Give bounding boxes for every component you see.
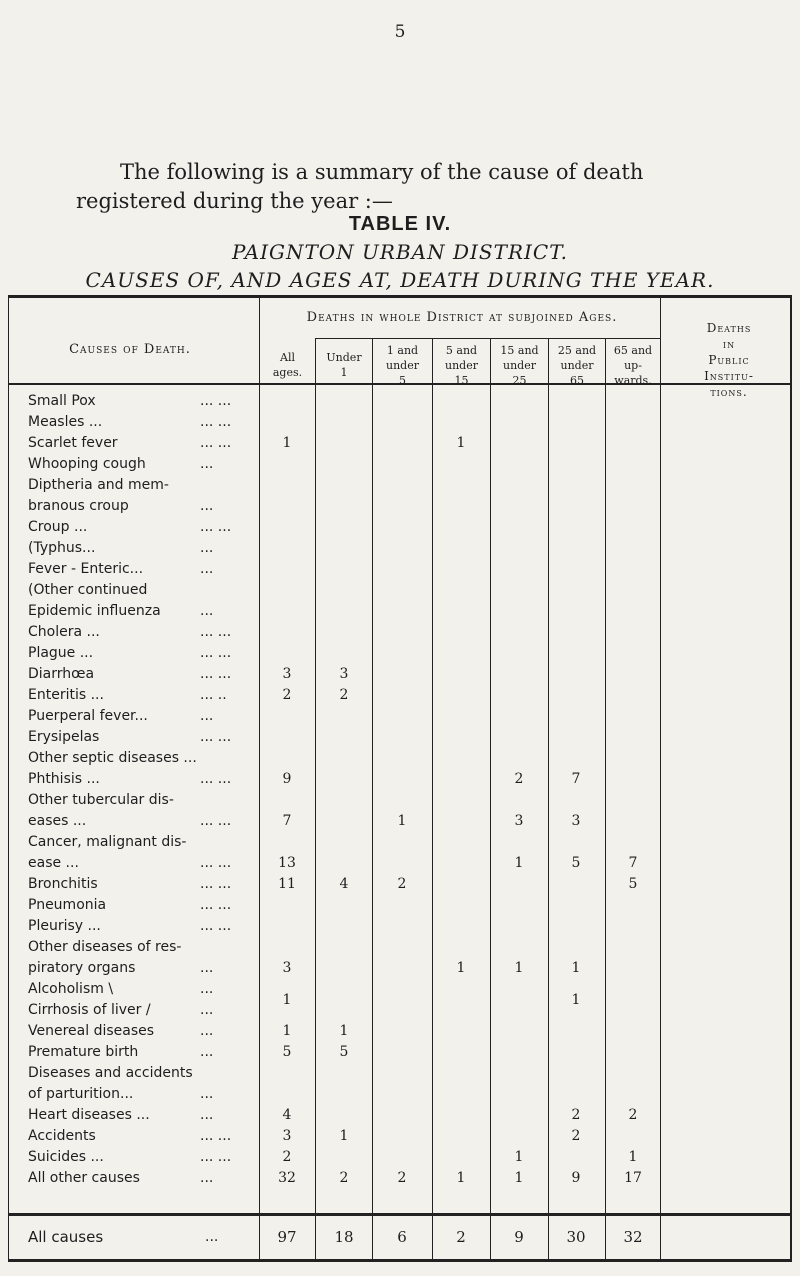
- total-value: 9: [514, 1228, 524, 1246]
- table-cell-value: 2: [628, 1107, 638, 1123]
- header-line: under: [445, 359, 478, 372]
- cause-label: Phthisis ...: [28, 771, 100, 787]
- cause-label: All other causes: [28, 1170, 140, 1186]
- cause-leader-dots: ... ...: [200, 1149, 232, 1165]
- cause-label: Heart diseases ...: [28, 1107, 150, 1123]
- cause-label: Measles ...: [28, 414, 103, 430]
- cause-label: Diptheria and mem-: [28, 477, 169, 493]
- cause-label: Other diseases of res-: [28, 939, 182, 955]
- cause-leader-dots: ...: [200, 498, 214, 514]
- table-cell-value: 1: [571, 960, 581, 976]
- cause-leader-dots: ...: [200, 1086, 214, 1102]
- cause-leader-dots: ... ...: [200, 414, 232, 430]
- header-line: 25 and: [557, 344, 597, 357]
- cause-leader-dots: ...: [200, 540, 214, 556]
- cause-label: Venereal diseases: [28, 1023, 155, 1039]
- cause-label: (Other continued: [28, 582, 148, 598]
- header-public-institutions: [660, 320, 798, 400]
- cause-label: Enteritis ...: [28, 687, 104, 703]
- header-line: 15 and: [500, 344, 539, 357]
- cause-leader-dots: ... ...: [200, 876, 232, 892]
- table-cell-value: 5: [339, 1044, 349, 1060]
- table-cell-value: 1: [339, 1023, 349, 1039]
- table-cell-value: 2: [514, 771, 524, 787]
- table-cell-value: 3: [514, 813, 524, 829]
- public-header-line: Public: [708, 353, 750, 367]
- header-25-to-65: [549, 343, 605, 388]
- header-line: wards.: [614, 374, 652, 387]
- table-cell-value: 3: [571, 813, 581, 829]
- table-cell-value: 4: [339, 876, 349, 892]
- table-cell-value: 3: [282, 666, 292, 682]
- cause-label: Croup ...: [28, 519, 88, 535]
- intro-line-1: The following is a summary of the cause of death: [120, 160, 644, 184]
- cause-label: eases ...: [28, 813, 87, 829]
- cause-leader-dots: ... ...: [200, 813, 232, 829]
- cause-label: Suicides ...: [28, 1149, 104, 1165]
- total-value: 18: [334, 1228, 354, 1246]
- table-cell-value: 1: [514, 960, 524, 976]
- header-line: 15: [454, 374, 469, 387]
- cause-leader-dots: ...: [200, 1044, 214, 1060]
- header-1-to-5: [373, 343, 432, 388]
- total-value: 97: [277, 1228, 297, 1246]
- col-divider-2: [372, 338, 373, 1262]
- totals-label: All causes: [28, 1228, 104, 1246]
- total-value: 32: [623, 1228, 643, 1246]
- table-cell-value: 1: [628, 1149, 638, 1165]
- cause-label: Cholera ...: [28, 624, 100, 640]
- header-all-ages: [260, 350, 315, 380]
- header-line: under: [503, 359, 536, 372]
- cause-label: Accidents: [28, 1128, 96, 1144]
- table-cell-value: 7: [571, 771, 581, 787]
- table-subtitle: CAUSES OF, AND AGES AT, DEATH DURING THE YEAR.: [85, 268, 715, 292]
- cause-leader-dots: ...: [200, 981, 214, 997]
- public-header-line: tions.: [710, 385, 748, 399]
- public-header-line: Deaths: [706, 321, 752, 335]
- cause-label: ease ...: [28, 855, 79, 871]
- cause-leader-dots: ... ...: [200, 1128, 232, 1144]
- header-line: 1 and: [386, 344, 419, 357]
- cause-label: Plague ...: [28, 645, 94, 661]
- table-cell-value: 1: [571, 991, 581, 1008]
- header-causes: Causes of Death.: [69, 342, 191, 357]
- cause-label: (Typhus...: [28, 540, 96, 556]
- ages-subheader-rule: [315, 338, 660, 339]
- header-5-to-15: [433, 343, 490, 388]
- header-15-to-25: [491, 343, 548, 388]
- header-line: 5 and: [445, 344, 478, 357]
- cause-label: Erysipelas: [28, 729, 100, 745]
- total-value: 2: [456, 1228, 466, 1246]
- header-deaths-whole-district: Deaths in whole District at subjoined Ages.: [306, 310, 618, 325]
- header-line: All: [280, 351, 295, 364]
- cause-leader-dots: ... ...: [200, 855, 232, 871]
- table-cell-value: 1: [514, 1170, 524, 1186]
- cause-label: Diarrhœa: [28, 666, 95, 682]
- cause-label: Premature birth: [28, 1044, 139, 1060]
- table-cell-value: 2: [282, 1149, 292, 1165]
- cause-leader-dots: ... ..: [200, 687, 227, 703]
- table-cell-value: 32: [278, 1170, 296, 1186]
- table-cell-value: 4: [282, 1107, 292, 1123]
- cause-leader-dots: ... ...: [200, 393, 232, 409]
- cause-leader-dots: ... ...: [200, 729, 232, 745]
- cause-leader-dots: ...: [200, 561, 214, 577]
- cause-leader-dots: ... ...: [200, 519, 232, 535]
- totals-dots: ...: [205, 1229, 219, 1245]
- cause-label: Pneumonia: [28, 897, 107, 913]
- col-divider-public: [660, 295, 661, 1262]
- table-cell-value: 2: [397, 1170, 407, 1186]
- table-cell-value: 1: [339, 1128, 349, 1144]
- header-65-upwards: [606, 343, 660, 388]
- table-left-border: [8, 295, 9, 1262]
- table-cell-value: 5: [628, 876, 638, 892]
- cause-leader-dots: ...: [200, 1023, 214, 1039]
- header-line: 5: [399, 374, 406, 387]
- table-cell-value: 1: [282, 435, 292, 451]
- cause-label: Puerperal fever...: [28, 708, 148, 724]
- totals-top-rule: [8, 1213, 792, 1216]
- table-cell-value: 2: [397, 876, 407, 892]
- cause-leader-dots: ... ...: [200, 624, 232, 640]
- public-header-line: in: [722, 337, 736, 351]
- table-cell-value: 2: [571, 1107, 581, 1123]
- cause-label: Scarlet fever: [28, 435, 118, 451]
- cause-label: Alcoholism \: [28, 981, 114, 997]
- table-cell-value: 2: [339, 687, 349, 703]
- header-line: 65 and: [613, 344, 653, 357]
- cause-leader-dots: ... ...: [200, 897, 232, 913]
- table-cell-value: 5: [282, 1044, 292, 1060]
- cause-leader-dots: ...: [200, 708, 214, 724]
- table-cell-value: 7: [282, 813, 292, 829]
- cause-leader-dots: ... ...: [200, 918, 232, 934]
- table-cell-value: 3: [282, 960, 292, 976]
- table-cell-value: 2: [339, 1170, 349, 1186]
- cause-label: Whooping cough: [28, 456, 146, 472]
- col-divider-3: [432, 338, 433, 1262]
- cause-leader-dots: ...: [200, 1107, 214, 1123]
- table-right-border: [790, 295, 792, 1262]
- table-bottom-rule: [8, 1259, 792, 1262]
- table-cell-value: 11: [278, 876, 296, 892]
- table-top-rule: [8, 295, 792, 298]
- col-divider-causes: [259, 295, 260, 1262]
- cause-leader-dots: ... ...: [200, 645, 232, 661]
- page-number: 5: [394, 22, 406, 42]
- header-under-1: [316, 350, 372, 380]
- cause-label: Pleurisy ...: [28, 918, 101, 934]
- table-cell-value: 17: [624, 1170, 642, 1186]
- cause-label: piratory organs: [28, 960, 136, 976]
- cause-leader-dots: ...: [200, 603, 214, 619]
- table-cell-value: 1: [514, 1149, 524, 1165]
- public-header-line: Institu-: [704, 369, 754, 383]
- col-divider-4: [490, 338, 491, 1262]
- table-cell-value: 7: [628, 855, 638, 871]
- col-divider-1: [315, 338, 316, 1262]
- cause-leader-dots: ... ...: [200, 666, 232, 682]
- table-title: TABLE IV.: [348, 213, 452, 235]
- header-line: 1: [340, 366, 348, 379]
- cause-leader-dots: ...: [200, 456, 214, 472]
- header-line: under: [560, 359, 594, 372]
- cause-label: of parturition...: [28, 1086, 134, 1102]
- cause-label: Epidemic influenza: [28, 603, 161, 619]
- table-cell-value: 3: [339, 666, 349, 682]
- cause-label: branous croup: [28, 498, 129, 514]
- table-cell-value: 2: [571, 1128, 581, 1144]
- cause-label: Bronchitis: [28, 876, 98, 892]
- table-cell-value: 1: [456, 960, 466, 976]
- table-cell-value: 1: [456, 1170, 466, 1186]
- table-cell-value: 2: [282, 687, 292, 703]
- district-title: PAIGNTON URBAN DISTRICT.: [232, 240, 568, 264]
- header-line: under: [386, 359, 419, 372]
- header-line: 65: [570, 374, 584, 387]
- header-line: Under: [326, 351, 362, 364]
- cause-label: Cancer, malignant dis-: [28, 834, 187, 850]
- table-cell-value: 5: [571, 855, 581, 871]
- header-line: up-: [624, 359, 642, 372]
- cause-label: Diseases and accidents: [28, 1065, 193, 1081]
- cause-leader-dots: ... ...: [200, 771, 232, 787]
- table-cell-value: 1: [282, 991, 292, 1008]
- table-cell-value: 1: [456, 435, 466, 451]
- col-divider-6: [605, 338, 606, 1262]
- total-value: 30: [566, 1228, 586, 1246]
- table-cell-value: 1: [397, 813, 407, 829]
- table-cell-value: 9: [571, 1170, 581, 1186]
- cause-label: Small Pox: [28, 393, 96, 409]
- table-cell-value: 1: [282, 1023, 292, 1039]
- cause-label: Other tubercular dis-: [28, 792, 174, 808]
- cause-label: Other septic diseases ...: [28, 750, 197, 766]
- table-cell-value: 13: [278, 855, 296, 871]
- cause-leader-dots: ...: [200, 1170, 214, 1186]
- col-divider-5: [548, 338, 549, 1262]
- header-line: 25: [512, 374, 527, 387]
- cause-label: Fever - Enteric...: [28, 561, 144, 577]
- intro-line-2: registered during the year :—: [76, 189, 393, 213]
- table-cell-value: 9: [282, 771, 292, 787]
- table-cell-value: 1: [514, 855, 524, 871]
- cause-leader-dots: ...: [200, 960, 214, 976]
- table-cell-value: 3: [282, 1128, 292, 1144]
- total-value: 6: [397, 1228, 407, 1246]
- cause-leader-dots: ... ...: [200, 435, 232, 451]
- cause-label: Cirrhosis of liver /: [28, 1002, 151, 1018]
- cause-leader-dots: ...: [200, 1002, 214, 1018]
- header-line: ages.: [272, 366, 303, 379]
